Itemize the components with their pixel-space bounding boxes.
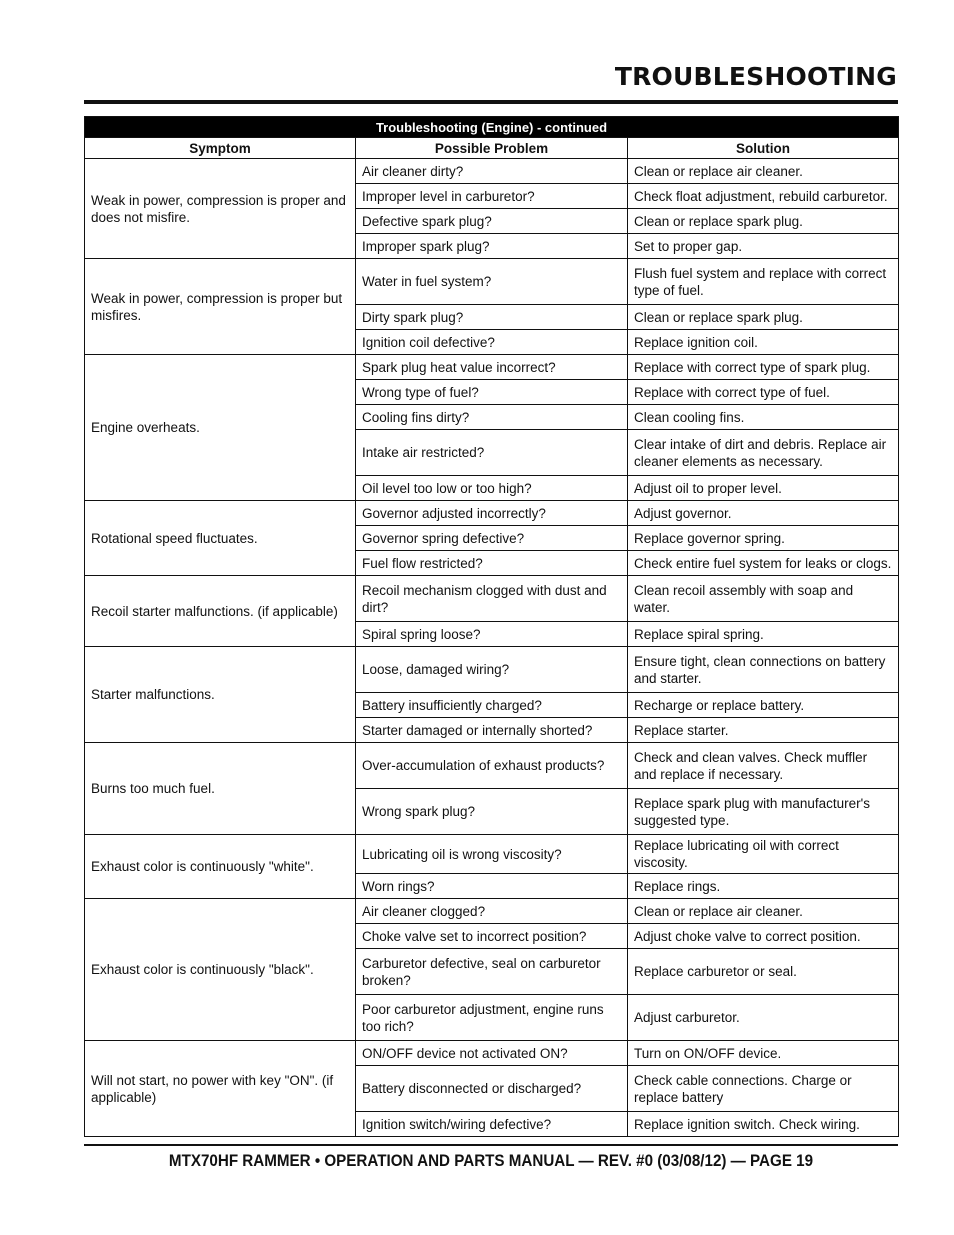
possible-problem-cell: Air cleaner clogged? — [356, 899, 628, 924]
possible-problem-cell: Recoil mechanism clogged with dust and dirt? — [356, 576, 628, 622]
solution-cell: Replace lubricating oil with correct viscosity. — [628, 835, 899, 874]
table-row — [85, 647, 899, 693]
solution-cell: Clear intake of dirt and debris. Replace air cleaner elements as necessary. — [628, 430, 899, 476]
possible-problem-cell: Poor carburetor adjustment, engine runs too rich? — [356, 995, 628, 1041]
symptom-cell: Starter malfunctions. — [85, 647, 356, 743]
solution-cell: Replace rings. — [628, 874, 899, 899]
symptom-cell: Rotational speed fluctuates. — [85, 501, 356, 576]
table-row — [85, 1041, 899, 1066]
solution-cell: Check entire fuel system for leaks or clogs. — [628, 551, 899, 576]
solution-cell: Adjust oil to proper level. — [628, 476, 899, 501]
solution-cell: Check and clean valves. Check muffler and replace if necessary. — [628, 743, 899, 789]
solution-cell: Ensure tight, clean connections on battery and starter. — [628, 647, 899, 693]
table-row — [85, 899, 899, 924]
page-footer: MTX70HF RAMMER • OPERATION AND PARTS MANUAL — REV. #0 (03/08/12) — PAGE 19 — [168, 1152, 814, 1170]
table-body — [85, 159, 899, 1137]
solution-cell: Clean or replace air cleaner. — [628, 159, 899, 184]
solution-cell: Set to proper gap. — [628, 234, 899, 259]
solution-cell: Adjust carburetor. — [628, 995, 899, 1041]
solution-cell: Flush fuel system and replace with correct type of fuel. — [628, 259, 899, 305]
possible-problem-cell: Air cleaner dirty? — [356, 159, 628, 184]
header-possible-problem: Possible Problem — [356, 138, 628, 159]
possible-problem-cell: Cooling fins dirty? — [356, 405, 628, 430]
possible-problem-cell: Over-accumulation of exhaust products? — [356, 743, 628, 789]
symptom-cell: Exhaust color is continuously "white". — [85, 835, 356, 899]
possible-problem-cell: ON/OFF device not activated ON? — [356, 1041, 628, 1066]
symptom-cell: Recoil starter malfunctions. (if applicable) — [85, 576, 356, 647]
possible-problem-cell: Wrong type of fuel? — [356, 380, 628, 405]
possible-problem-cell: Governor adjusted incorrectly? — [356, 501, 628, 526]
header-symptom: Symptom — [85, 138, 356, 159]
possible-problem-cell: Defective spark plug? — [356, 209, 628, 234]
possible-problem-cell: Worn rings? — [356, 874, 628, 899]
table-banner: Troubleshooting (Engine) - continued — [85, 117, 899, 138]
solution-cell: Check float adjustment, rebuild carburetor. — [628, 184, 899, 209]
solution-cell: Turn on ON/OFF device. — [628, 1041, 899, 1066]
solution-cell: Clean or replace spark plug. — [628, 209, 899, 234]
possible-problem-cell: Spark plug heat value incorrect? — [356, 355, 628, 380]
solution-cell: Replace governor spring. — [628, 526, 899, 551]
possible-problem-cell: Spiral spring loose? — [356, 622, 628, 647]
solution-cell: Clean cooling fins. — [628, 405, 899, 430]
solution-cell: Replace spark plug with manufacturer's suggested type. — [628, 789, 899, 835]
solution-cell: Adjust choke valve to correct position. — [628, 924, 899, 949]
solution-cell: Replace spiral spring. — [628, 622, 899, 647]
solution-cell: Replace starter. — [628, 718, 899, 743]
symptom-cell: Burns too much fuel. — [85, 743, 356, 835]
title-rule — [84, 100, 898, 104]
table-row — [85, 835, 899, 874]
solution-cell: Replace ignition switch. Check wiring. — [628, 1112, 899, 1137]
header-solution: Solution — [628, 138, 899, 159]
troubleshooting-table — [84, 116, 899, 1137]
solution-cell: Replace ignition coil. — [628, 330, 899, 355]
symptom-cell: Exhaust color is continuously "black". — [85, 899, 356, 1041]
solution-cell: Clean or replace spark plug. — [628, 305, 899, 330]
table-row — [85, 355, 899, 380]
solution-cell: Adjust governor. — [628, 501, 899, 526]
footer-rule — [84, 1144, 898, 1146]
page-title: TROUBLESHOOTING — [614, 62, 897, 91]
solution-cell: Clean or replace air cleaner. — [628, 899, 899, 924]
possible-problem-cell: Fuel flow restricted? — [356, 551, 628, 576]
solution-cell: Replace with correct type of spark plug. — [628, 355, 899, 380]
possible-problem-cell: Wrong spark plug? — [356, 789, 628, 835]
possible-problem-cell: Ignition switch/wiring defective? — [356, 1112, 628, 1137]
possible-problem-cell: Improper level in carburetor? — [356, 184, 628, 209]
possible-problem-cell: Ignition coil defective? — [356, 330, 628, 355]
solution-cell: Recharge or replace battery. — [628, 693, 899, 718]
table-row — [85, 501, 899, 526]
solution-cell: Check cable connections. Charge or replace battery — [628, 1066, 899, 1112]
possible-problem-cell: Water in fuel system? — [356, 259, 628, 305]
table-row — [85, 259, 899, 305]
possible-problem-cell: Improper spark plug? — [356, 234, 628, 259]
solution-cell: Replace carburetor or seal. — [628, 949, 899, 995]
table-row — [85, 743, 899, 789]
table-row — [85, 159, 899, 184]
symptom-cell: Weak in power, compression is proper and does not misfire. — [85, 159, 356, 259]
possible-problem-cell: Battery insufficiently charged? — [356, 693, 628, 718]
table-row — [85, 576, 899, 622]
possible-problem-cell: Choke valve set to incorrect position? — [356, 924, 628, 949]
symptom-cell: Weak in power, compression is proper but misfires. — [85, 259, 356, 355]
possible-problem-cell: Carburetor defective, seal on carburetor broken? — [356, 949, 628, 995]
possible-problem-cell: Governor spring defective? — [356, 526, 628, 551]
symptom-cell: Will not start, no power with key "ON". (if applicable) — [85, 1041, 356, 1137]
possible-problem-cell: Oil level too low or too high? — [356, 476, 628, 501]
symptom-cell: Engine overheats. — [85, 355, 356, 501]
possible-problem-cell: Intake air restricted? — [356, 430, 628, 476]
possible-problem-cell: Lubricating oil is wrong viscosity? — [356, 835, 628, 874]
solution-cell: Replace with correct type of fuel. — [628, 380, 899, 405]
possible-problem-cell: Battery disconnected or discharged? — [356, 1066, 628, 1112]
possible-problem-cell: Dirty spark plug? — [356, 305, 628, 330]
possible-problem-cell: Loose, damaged wiring? — [356, 647, 628, 693]
solution-cell: Clean recoil assembly with soap and water. — [628, 576, 899, 622]
possible-problem-cell: Starter damaged or internally shorted? — [356, 718, 628, 743]
